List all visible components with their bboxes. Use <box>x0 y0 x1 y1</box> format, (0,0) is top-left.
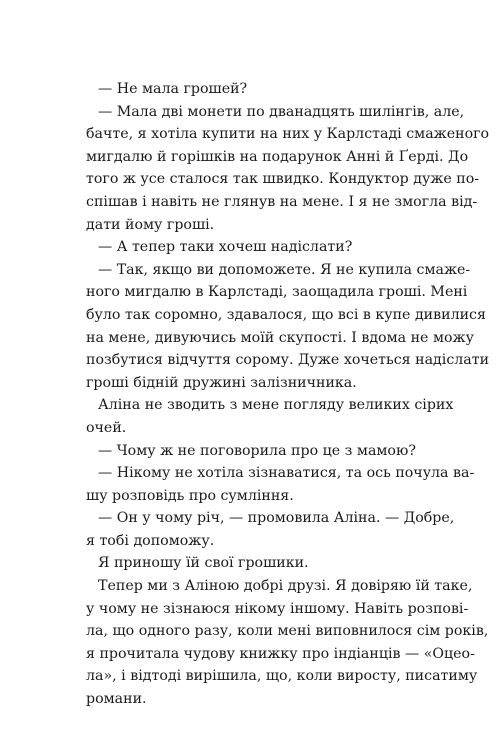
text-line: гроші бідній дружині залізничника. <box>86 374 357 391</box>
text-line: спішав і навіть не глянув на мене. І я не змогла від- <box>86 193 478 210</box>
text-line: було так соромно, здавалося, що всі в купе дивилися <box>86 306 486 323</box>
text-line: Тепер ми з Аліною добрі друзі. Я довіряю їй таке, <box>98 578 473 595</box>
text-line: я тобі допоможу. <box>86 532 215 549</box>
text-line: — Нікому не хотіла зізнаватися, та ось почула ва- <box>98 465 475 482</box>
text-line: Я приношу їй свої грошики. <box>98 555 309 572</box>
text-line: — А тепер таки хочеш надіслати? <box>98 239 353 256</box>
page-text <box>86 78 490 711</box>
text-line: — Мала дві монети по дванадцять шилінгів, але, <box>98 103 465 120</box>
text-line: — Не мала грошей? <box>98 81 248 97</box>
text-line: — Так, якщо ви допоможете. Я не купила смаже- <box>98 261 471 278</box>
text-line: бачте, я хотіла купити на них у Карлстаді смаженого <box>86 126 490 143</box>
text-line: на мене, дивуючись моїй скупості. І вдома не можу <box>86 329 474 346</box>
text-line: ла, що одного разу, коли мені виповнилося сім років, <box>86 623 489 640</box>
text-line: у чому не зізнаюся нікому іншому. Навіть розпові- <box>86 600 469 617</box>
text-line: позбутися відчуття сорому. Дуже хочеться надіслати <box>86 352 490 369</box>
text-line: — Чому ж не поговорила про це з мамою? <box>98 442 416 459</box>
text-line: мигдалю й горішків на подарунок Анні й Ґерді. До <box>86 148 469 165</box>
text-line: я прочитала чудову книжку про індіанців — «Оцео- <box>86 645 475 662</box>
text-line: Аліна не зводить з мене погляду великих сірих <box>98 397 454 414</box>
text-line: романи. <box>86 691 147 708</box>
text-line: шу розповідь про сумління. <box>86 487 294 504</box>
text-line: ного мигдалю в Карлстаді, заощадила гроші. Мені <box>86 284 468 301</box>
text-line: того ж усе сталося так швидко. Кондуктор дуже по- <box>86 171 480 188</box>
text-line: очей. <box>86 419 127 436</box>
text-line: дати йому гроші. <box>86 216 215 233</box>
text-line: ла», і відтоді вирішила, що, коли виросту, писатиму <box>86 668 478 685</box>
text-line: — Он у чому річ, — промовила Аліна. — Добре, <box>98 510 455 527</box>
